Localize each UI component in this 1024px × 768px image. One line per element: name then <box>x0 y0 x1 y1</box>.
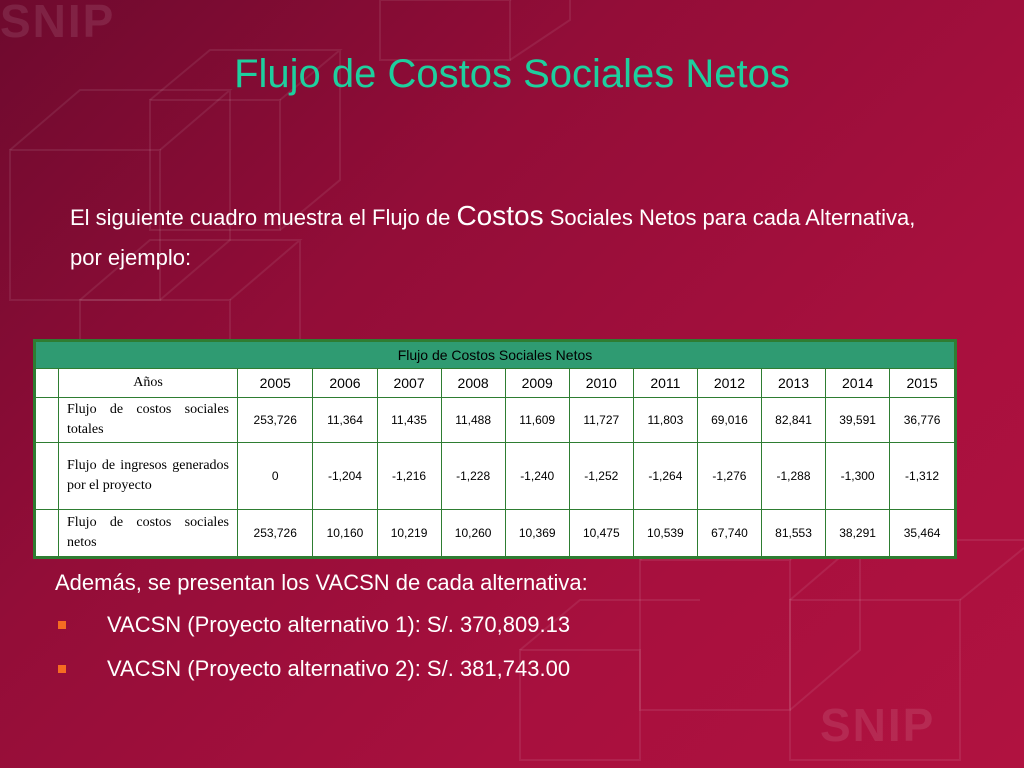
value-cell: 11,727 <box>569 398 633 443</box>
value-cell: 10,539 <box>633 510 697 558</box>
table-row <box>35 398 956 443</box>
vacsn-intro-text: Además, se presentan los VACSN de cada alternativa: <box>55 570 588 595</box>
value-cell: -1,264 <box>633 443 697 510</box>
slide-title: Flujo de Costos Sociales Netos <box>234 52 790 96</box>
value-cell: 11,488 <box>441 398 505 443</box>
years-label: Años <box>59 369 238 398</box>
year-cell: 2010 <box>569 369 633 398</box>
value-cell: -1,240 <box>505 443 569 510</box>
value-cell: -1,216 <box>377 443 441 510</box>
value-cell: 11,609 <box>505 398 569 443</box>
year-cell: 2009 <box>505 369 569 398</box>
value-cell: -1,228 <box>441 443 505 510</box>
year-cell: 2013 <box>761 369 825 398</box>
square-bullet-icon <box>58 665 66 673</box>
value-cell: -1,204 <box>313 443 377 510</box>
year-cell: 2014 <box>826 369 890 398</box>
intro-text-end: Sociales Netos para cada Alternativa, por ejemplo: <box>70 205 916 270</box>
value-cell: 10,369 <box>505 510 569 558</box>
bullet-item <box>55 656 570 700</box>
value-cell: 10,219 <box>377 510 441 558</box>
blank-cell <box>35 443 59 510</box>
value-cell: 11,364 <box>313 398 377 443</box>
year-cell: 2005 <box>238 369 313 398</box>
value-cell: 10,260 <box>441 510 505 558</box>
years-row <box>35 369 956 398</box>
bullet-text: VACSN (Proyecto alternativo 2): S/. 381,743.00 <box>107 656 571 681</box>
value-cell: 10,160 <box>313 510 377 558</box>
blank-cell <box>35 369 59 398</box>
value-cell: -1,312 <box>890 443 956 510</box>
value-cell: 11,435 <box>377 398 441 443</box>
value-cell: 38,291 <box>826 510 890 558</box>
year-cell: 2011 <box>633 369 697 398</box>
blank-cell <box>35 510 59 558</box>
blank-cell <box>35 398 59 443</box>
cost-flow-table <box>33 339 957 559</box>
bullet-text: VACSN (Proyecto alternativo 1): S/. 370,809.13 <box>107 612 571 637</box>
value-cell: 11,803 <box>633 398 697 443</box>
year-cell: 2007 <box>377 369 441 398</box>
value-cell: 10,475 <box>569 510 633 558</box>
snip-watermark-bottom: SNIP <box>820 699 936 751</box>
row-label: Flujo de costos sociales totales <box>59 398 238 443</box>
year-cell: 2008 <box>441 369 505 398</box>
value-cell: -1,300 <box>826 443 890 510</box>
year-cell: 2006 <box>313 369 377 398</box>
value-cell: 0 <box>238 443 313 510</box>
bullet-item <box>55 612 570 656</box>
table-row <box>35 510 956 558</box>
row-label: Flujo de ingresos generados por el proyecto <box>59 443 238 510</box>
value-cell: 67,740 <box>697 510 761 558</box>
intro-text-start: El siguiente cuadro muestra el Flujo de <box>70 205 457 230</box>
year-cell: 2012 <box>697 369 761 398</box>
square-bullet-icon <box>58 621 66 629</box>
value-cell: 35,464 <box>890 510 956 558</box>
row-label: Flujo de costos sociales netos <box>59 510 238 558</box>
intro-paragraph <box>70 196 950 278</box>
table-row <box>35 443 956 510</box>
value-cell: 69,016 <box>697 398 761 443</box>
intro-emphasis-word: Costos <box>456 200 544 231</box>
vacsn-bullet-list <box>55 612 570 700</box>
snip-watermark-top: SNIP <box>0 0 116 47</box>
value-cell: 81,553 <box>761 510 825 558</box>
value-cell: -1,288 <box>761 443 825 510</box>
year-cell: 2015 <box>890 369 956 398</box>
value-cell: 36,776 <box>890 398 956 443</box>
table-header: Flujo de Costos Sociales Netos <box>35 341 956 369</box>
value-cell: 39,591 <box>826 398 890 443</box>
value-cell: 253,726 <box>238 398 313 443</box>
value-cell: -1,252 <box>569 443 633 510</box>
value-cell: 82,841 <box>761 398 825 443</box>
value-cell: 253,726 <box>238 510 313 558</box>
value-cell: -1,276 <box>697 443 761 510</box>
